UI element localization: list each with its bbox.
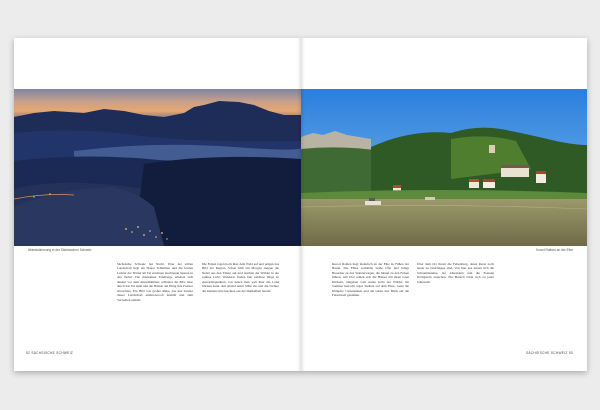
left-page [14, 38, 301, 371]
right-photo-caption: Kurort Rathen an der Elbe [535, 248, 573, 252]
left-text-column-2: Die Felsen ragen hoch über dem Wald auf und prägen das Bild der Region. Schon früh am Morgen steigen die Nebel aus den Tälern auf und tauchen die Wälder in ein sanftes Licht. Wanderer finden hier zahllose Wege zu Aussichtspunkten, von denen man weit über das Land blicken kann. Am Abend kehrt Stille ein und die Lichter der kleinen Orte leuchten aus der Dunkelheit herauf. [202, 262, 279, 293]
river-village-photo [301, 89, 587, 246]
right-page [301, 38, 587, 371]
night-landscape-photo [14, 89, 301, 246]
book-spread [14, 38, 587, 371]
left-photo-caption: Abendstimmung in der Sächsischen Schweiz [28, 248, 92, 252]
right-text-column-2: Über dem Ort thront die Felsenburg, deren Reste noch heute zu besichtigen sind. Von hier aus lassen sich die Schrammsteine, der Lilienstein und die Festung Königstein erreichen. Ein Besuch lohnt sich zu jeder Jahreszeit. [417, 262, 494, 284]
book-gutter [297, 38, 305, 371]
right-page-folio: SÄCHSISCHE SCHWEIZ 53 [525, 351, 573, 355]
left-page-folio: 52 SÄCHSISCHE SCHWEIZ [26, 351, 74, 355]
left-text-column-1: Sächsische Schweiz bei Nacht. Über der stillen Landschaft liegt ein blauer Schimmer und die letzten Lichter der Dörfer im Tal zeichnen leuchtende Spuren in den Nebel. Die markanten Tafelberge erheben sich dunkel vor dem Abendhimmel, während die Elbe leise durch das Tal zieht und die Häuser am Hang ihre Fenster erleuchten. Ein Bild von großer Ruhe, das den Zauber dieser Landschaft eindrucksvoll festhält und zum Verweilen einlädt. [117, 262, 193, 302]
right-text-column-1: Kurort Rathen liegt malerisch an der Elbe zu Füßen der Bastei. Die Fähre verbindet beide Ufer und bringt Besucher zu den Wanderwegen, die hinauf zu den Felsen führen. Am Ufer reihen sich die Häuser mit ihren roten Dächern, umgeben vom satten Grün der Wälder. Im Sommer herrscht reges Treiben auf dem Fluss, wenn die Dampfer vorbeiziehen und die Gäste den Blick auf die Felsenwelt genießen. [332, 262, 409, 298]
night-landscape-image [14, 89, 301, 246]
river-village-image [301, 89, 587, 246]
